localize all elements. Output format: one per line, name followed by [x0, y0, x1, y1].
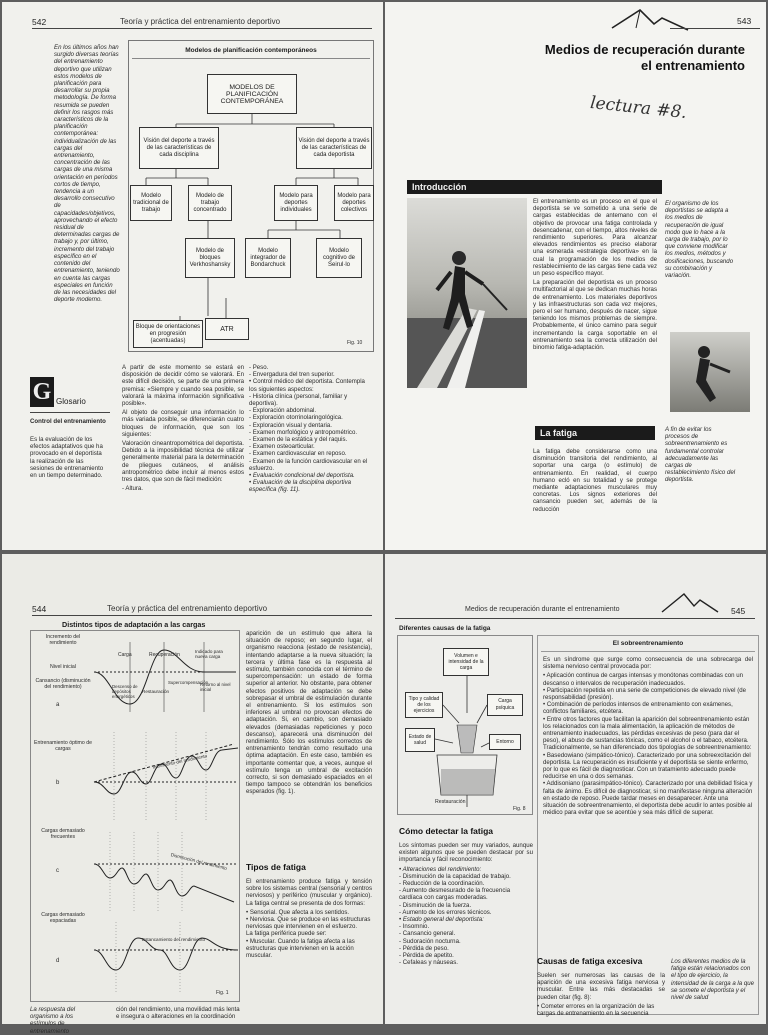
heading-overtraining: El sobreentrenamiento: [612, 640, 684, 647]
fig-label: Fig. 8: [513, 806, 526, 812]
label-initial-level: Nivel inicial: [50, 664, 76, 670]
header-rule: [395, 618, 755, 619]
margin-note: En los últimos años han surgido diversas teorías del entrenamiento deportivo que utilizan estos modelos de planificación para desarrollar su propia metodología. De forma resumida se pueden definir los rasgos más característicos de la planificación contemporánea: individualización de las cargas del entrenamiento, concentración de las cargas de una misma orientación en períodos cortos de tiempo, tendencia a un desarrollo consecutivo de capacidades/objetivos, aprovechando el efecto residual de determinadas cargas de trabajo y, por último, incremento del trabajo específico en el contenido del entrenamiento, teniendo en cuenta las cargas especiales en función de las necesidades del deporte moderno.: [54, 44, 120, 304]
paragraph: Al objeto de conseguir una información lo más variada posible, se diferenciarán cuatro bloques de información, que son los siguientes:: [122, 409, 244, 438]
label-c: c: [56, 868, 59, 874]
fatiga-body: [533, 448, 657, 548]
list-item: • Participación repetida en una serie de competiciones de elevado nivel (de responsabilidad (presión).: [543, 686, 747, 702]
list-item: - Cansancio general.: [399, 930, 456, 938]
recovery-photo: [670, 332, 750, 412]
body-col-right: [249, 364, 373, 544]
paragraph: Suelen ser numerosas las causas de la aparición de una excesiva fatiga nerviosa y muscular. Entre las más destacadas se pueden citar (fig. 8):: [537, 972, 665, 1001]
side-note-2: A fin de evitar los procesos de sobreentrenamiento es fundamental controlar adecuadamente las cargas de restablecimiento físico del deportista.: [665, 426, 736, 484]
fig-box-environment: Entorno: [489, 734, 521, 750]
fig-box-exercise-type: Tipo y calidad de los ejercicios: [405, 692, 443, 718]
page-543: [385, 2, 766, 550]
detect-body: [399, 842, 533, 1024]
list-item: - Pérdida de apetito.: [399, 952, 454, 960]
list-item: - Examen osteoarticular.: [249, 443, 315, 451]
list-item: • Control médico del deportista. Contempla los siguientes aspectos:: [249, 378, 365, 393]
running-head: Teoría y práctica del entrenamiento deportivo: [107, 604, 268, 613]
heading-fatigue-types: Tipos de fatiga: [246, 862, 306, 872]
header-rule: [32, 28, 372, 29]
fatigue-types-body: [246, 878, 372, 1018]
fig-model-seirullo: Modelo cognitivo de Seirul·lo: [316, 238, 362, 278]
list-item: • Muscular. Cuando la fatiga afecta a las estructuras que intervienen en la acción muscular.: [246, 937, 355, 960]
fig-box-volume: Volumen e intensidad de la carga: [443, 648, 489, 676]
label-b: b: [56, 780, 60, 786]
list-item: - Examen de la estática y del raquis.: [249, 436, 348, 444]
label-too-frequent: Cargas demasiado frecuentes: [41, 828, 85, 840]
list-item: - Exploración visual y dentaria.: [249, 421, 332, 429]
list-item: - Aumento de los errores técnicos.: [399, 908, 492, 916]
label-a: a: [56, 702, 60, 708]
fig-vessel-label: Restauración: [435, 799, 466, 805]
graph-label-load: Carga: [118, 652, 132, 658]
list-item: - Exploración otorrinolaringológica.: [249, 414, 343, 422]
fig-model-verkhoshansky: Modelo de bloques Verkhoshansky: [185, 238, 235, 278]
chapter-title: [445, 42, 745, 74]
list-item: - Pérdida de peso.: [399, 944, 449, 952]
paragraph: Valoración cineantropométrica del deportista. Debido a la imposibilidad técnica de utilizar generalmente material para la determinación de pliegues cutáneos, el análisis antropométrico debe incluir al menos estos tres datos, que son de fácil medición:: [122, 440, 244, 484]
list-item: • Entre otros factores que facilitan la aparición del sobreentrenamiento están los relacionados con la mala alimentación, la aplicación de métodos de entrenamiento inadecuados, las pérdidas excesivas de peso (para dar el peso), el abuso de sustancias tóxicas, como el alcohol o el tabaco, etcétera.: [543, 715, 750, 745]
body-col-left: [122, 364, 244, 544]
paragraph: La fatiga debe considerarse como una disminución transitoria del rendimiento, al soportar una carga (o estímulo) de entrenamiento. En realidad, el cuerpo humano ecló en su totalidad y se protege mediante adaptaciones musculares muy concretas. Los signos exteriores del cansancio pueden ser, además de la reducción: [533, 448, 657, 513]
paragraph: Los síntomas pueden ser muy variados, aunque existen algunos que se pueden destacar por su importancia y fácil reconocimiento:: [399, 842, 533, 864]
fig-box-psychic: Carga psíquica: [487, 694, 523, 716]
list-item: - Aumento desmesurado de la frecuencia cardíaca con cargas moderadas.: [399, 887, 511, 902]
mountain-logo-icon: [660, 590, 720, 614]
side-note: Los diferentes medios de la fatiga están relacionados con el tipo de ejercicio, la intensidad de la carga a la que se somete el deportista y el nivel de salud: [671, 958, 755, 1002]
fig-label: Fig. 10: [347, 340, 363, 346]
list-item: • Cometer errores en la organización de las cargas de entrenamiento en la secuencia: [537, 1002, 655, 1018]
fig-model-bondarchuk: Modelo integrador de Bondarchuck: [245, 238, 291, 278]
running-head: Teoría y práctica del entrenamiento deportivo: [120, 17, 281, 26]
list-item: • Sensorial. Que afecta a los sentidos.: [246, 908, 350, 916]
page-545: [385, 554, 766, 1024]
list-item: - Reducción de la coordinación.: [399, 880, 485, 888]
list-item: - Insomnio.: [399, 923, 430, 931]
list-item: - Historia clínica (personal, familiar y deportiva).: [249, 392, 348, 408]
paragraph: A partir de este momento se estará en disposición de decidir cómo se valorará. En este difícil decisión, se parte de una primera premisa: «Siempre y cuando sea posible, se valorará la máxima información significativa posible».: [122, 364, 244, 408]
list-item: - Examen morfológico y antropométrico.: [249, 428, 358, 436]
paragraph: El entrenamiento produce fatiga y tensión sobre los sistemas central (sensorial y centros nerviosos) y periférico (muscular y orgánico). La fatiga central se presenta de dos formas:: [246, 878, 372, 907]
graph-label-decrease: Disminución del rendimiento: [170, 852, 228, 871]
running-head: Medios de recuperación durante el entrenamiento: [465, 606, 620, 613]
list-item: - Sudoración nocturna.: [399, 937, 461, 945]
label-optimal: Entrenamiento óptimo de cargas: [34, 740, 92, 752]
list-item: • Addisoniano (parasimpático-tónico). Caracterizado por una debilidad física y falta de ánimo. Es difícil de diagnosticar, si no manifestase ninguna alteración en estado de reposo. Puede tardar meses en desaparecer. Ante una situación de sobreentrenamiento, el deportista debe acudir lo antes posible al médico para evitar que se acentúe y sea más difícil de superar.: [543, 780, 753, 817]
label-performance-increase: Incremento del rendimiento: [45, 634, 81, 646]
section-heading-fatiga: La fatiga: [535, 426, 655, 440]
glosario-rule: [30, 412, 110, 413]
figure-caption: La respuesta del organismo a los estímulos de entrenamiento: [30, 1006, 76, 1035]
graph-label-supercompensation: Supercompensación: [168, 680, 209, 685]
glosario-term: Control del entrenamiento: [30, 418, 106, 425]
side-note-1: El organismo de los deportistas se adapta a los medios de recuperación de igual modo que lo hace a la carga de trabajo, por lo que conviene modificar los medios, métodos y dosificaciones, buscando su combinación y variación.: [665, 200, 734, 280]
graph-label-return: Retorno al nivel inicial: [200, 682, 231, 692]
label-d: d: [56, 958, 60, 964]
chapter-title-line: el entrenamiento: [640, 58, 745, 73]
paragraph: aparición de un estímulo que altera la situación de reposo; en segundo lugar, el organismo reacciona (estado de resistencia), intentando adaptarse a la nueva situación; la tercera y última fase es la respuesta al estímulo, también conocida con el término de supercompensación: un estado de forma superior al anterior. No obstante, para obtener efectos positivos de adaptación se debe sobrepasar el umbral de estimulación durante el entrenamiento. Si los estímulos son inferiores al umbral no provocan efectos de adaptación. Si, en cambio, son demasiado elevados (demasiadas repeticiones y poco descanso), aparecerá una disminución del rendimiento. Sólo los estímulos correctos de entrenamiento tendrán como resultado una óptima adaptación. En este caso, también es importante comentar que, a veces, aunque el estímulo tenga un umbral de excitación correcto, si son demasiado espaciados en el tiempo tampoco se obtendrán los beneficios esperados (fig. 1).: [246, 630, 372, 796]
intro-body: [533, 198, 657, 438]
overtraining-rule: [541, 651, 755, 652]
glosario-title: Glosario: [56, 397, 86, 406]
fig-model-traditional: Modelo tradicional de trabajo: [130, 185, 172, 221]
list-item: - Exploración abdominal.: [249, 407, 317, 415]
page-number: 543: [737, 16, 752, 26]
recovery-figure-icon: [670, 332, 750, 412]
fig-root-box: MODELOS DE PLANIFICACIÓN CONTEMPORÁNEA: [207, 74, 297, 114]
glosario-definition: Es la evaluación de los efectos adaptativos que ha provocado en el deportista la realización de las sesiones de entrenamiento en un tiempo determinado.: [30, 436, 104, 480]
fig-box-health: Estado de salud: [405, 728, 435, 752]
figure-title: Distintos tipos de adaptación a las cargas: [62, 620, 206, 629]
overtraining-body: [543, 656, 753, 956]
header-rule: [670, 28, 760, 29]
paragraph: El entrenamiento es un proceso en el que el deportista se ve sometido a una serie de cargas establecidas de antemano con el objetivo de provocar una fatiga controlada y desencadenar, con el tiempo, altos niveles de rendimiento superiores. Para alcanzar elevados rendimientos es preciso elaborar una esmerada «estrategia deportiva» en la cual la programación de los medios de restablecimiento de las cargas tiene cada vez un peso específico mayor.: [533, 198, 657, 278]
graph-label-stagnation: Estancamiento del rendimiento: [142, 937, 206, 942]
list-item: La fatiga periférica puede ser:: [246, 930, 327, 938]
list-item: • Evaluación de la disciplina deportiva específica (fig. 11).: [249, 479, 352, 494]
graph-label-new-load: Indicado para nueva carga: [195, 649, 223, 659]
fig-model-concentrated: Modelo de trabajo concentrado: [188, 185, 232, 221]
page-544: [2, 554, 383, 1035]
list-item: • Alteraciones del rendimiento:: [399, 865, 482, 873]
page-number: 542: [32, 17, 47, 27]
page-number: 544: [32, 604, 47, 614]
list-item: - Examen de la función cardiovascular en el esfuerzo.: [249, 457, 368, 472]
list-item: - Disminución de la fuerza.: [399, 901, 472, 909]
figure-title: Modelos de planificación contemporáneos: [185, 47, 317, 54]
list-item: • Nerviosa. Que se produce en las estructuras nerviosas que intervienen en el esfuerzo.: [246, 916, 371, 931]
paragraph: La preparación del deportista es un proceso multifactorial al que se dedican muchas horas de entrenamiento. Los materiales deportivos y las infraestructuras son cada vez mejores, pero el ser humano, después de nacer, sigue teniendo los mismos problemas de siempre. Probablemente, el único camino para seguir incrementando la carga soportable en el entrenamiento sea la correcta utilización del binomio fatiga-adaptación.: [533, 279, 657, 352]
chapter-title-line: Medios de recuperación durante: [544, 42, 745, 57]
page-number: 545: [731, 606, 746, 616]
heading-excess-fatigue: Causas de fatiga excesiva: [537, 956, 643, 966]
list-item: • Estado general del deportista:: [399, 916, 484, 924]
excess-body: [537, 972, 665, 1024]
list-item: - Peso.: [249, 364, 269, 371]
page-542: [2, 2, 383, 550]
list-item: - Examen cardiovascular en reposo.: [249, 450, 347, 458]
fig-model-atr: ATR: [205, 318, 249, 340]
list-item: • Basedowiano (simpático-tónico). Caracterizado por una sobreexcitación del deportista. La recuperación es insuficiente y el deportista se siente enfermo, por lo que es fácil de diagnosticar. Con un tratamiento adecuado puede reducirse en una o dos semanas.: [543, 751, 751, 781]
fig-branch-left: Visión del deporte a través de las características de cada disciplina: [139, 127, 219, 169]
list-item: • Evaluación condicional del deportista.: [249, 472, 355, 480]
list-item: - Cefaleas y náuseas.: [399, 959, 458, 967]
list-item: - Disminución de la capacidad de trabajo.: [399, 872, 511, 880]
list-item: - Envergadura del tren superior.: [249, 371, 335, 379]
fig-model-blocks: Bloque de orientaciones en progresión (acentuadas): [133, 320, 203, 348]
fatigue-vessel-icon: [397, 635, 533, 815]
heading-detect-fatigue: Cómo detectar la fatiga: [399, 826, 493, 836]
athlete-photo: [407, 198, 527, 388]
fig-model-individual: Modelo para deportes individuales: [274, 185, 318, 221]
paragraph: Es un síndrome que surge como consecuencia de una sobrecarga del sistema nervioso central provocada por:: [543, 656, 753, 671]
section-heading-intro: Introducción: [407, 180, 662, 194]
label-too-spaced: Cargas demasiado espaciadas: [41, 912, 85, 924]
fig-model-collective: Modelo para deportes colectivos: [334, 185, 374, 221]
fig-label: Fig. 1: [216, 990, 229, 996]
graph-label-depletion: Descenso de depósitos energéticos: [112, 684, 138, 699]
label-fatigue: Cansancio (disminución del rendimiento): [35, 678, 91, 690]
paragraph: - Altura.: [122, 485, 143, 493]
athlete-figure-icon: [407, 198, 527, 388]
handwritten-note: lectura #8.: [589, 92, 688, 124]
fig-branch-right: Visión del deporte a través de las características de cada deportista: [296, 127, 372, 169]
figure-title: Diferentes causas de la fatiga: [399, 625, 491, 632]
graph-label-increase: Incremento del rendimiento: [152, 753, 208, 770]
glosario-initial: G: [30, 377, 54, 407]
footer-text: ción del rendimiento, una movilidad más lenta e insegura o alteraciones en la coordinación: [116, 1006, 240, 1021]
graph-label-recovery: Recuperación: [149, 652, 180, 658]
graph-label-restoration: Restauración: [142, 689, 170, 694]
body-column: [246, 630, 372, 860]
list-item: • Combinación de períodos intensos de entrenamiento con exámenes, conflictos familiares, etcétera.: [543, 701, 733, 716]
list-item: Tradicionalmente, se han diferenciado dos tipologías de sobreentrenamiento:: [543, 744, 752, 752]
header-rule: [32, 615, 372, 616]
list-item: • Aplicación continua de cargas intensas y monótonas combinadas con un descanso o intervalos de recuperación inadecuados.: [543, 672, 743, 687]
